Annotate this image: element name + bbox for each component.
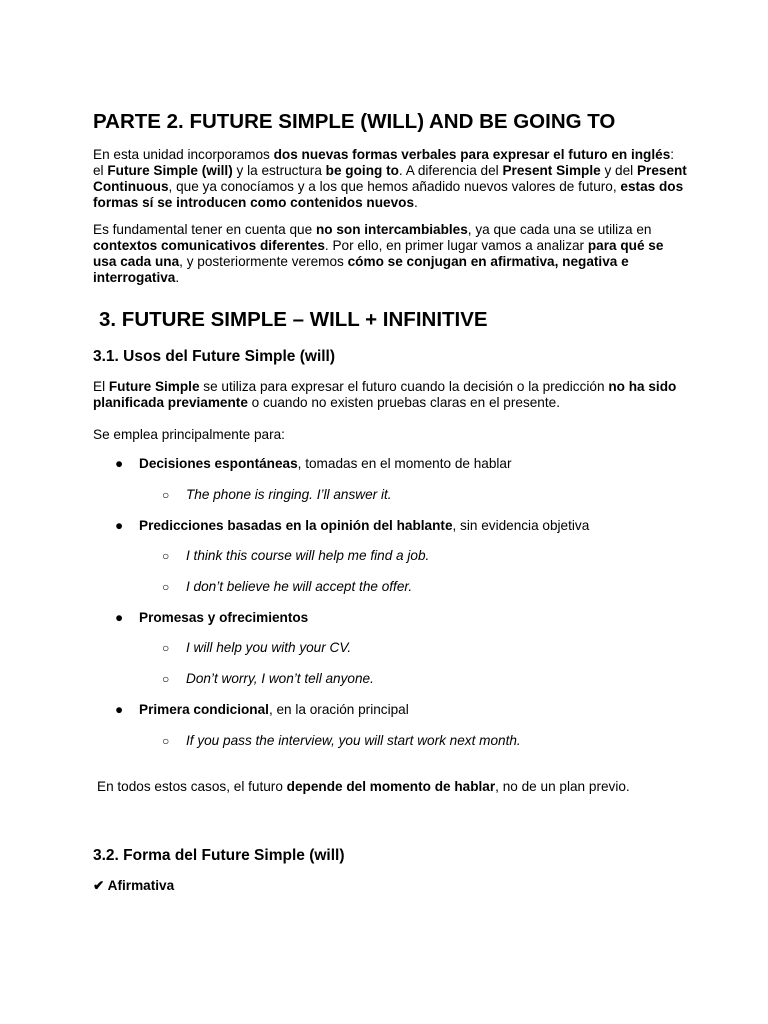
conclusion-line <box>97 779 691 795</box>
list-item-bold: Promesas y ofrecimientos <box>139 610 309 625</box>
circle-bullet-icon: ○ <box>162 488 170 502</box>
text-run: En esta unidad incorporamos <box>93 147 274 162</box>
text-run: Es fundamental tener en cuenta que <box>93 222 316 237</box>
bullet-icon: ● <box>115 702 124 717</box>
example-item <box>162 548 430 564</box>
list-item-text: , en la oración principal <box>268 702 409 717</box>
conclusion-bold: depende del momento de hablar <box>286 779 496 794</box>
affirmative-label: ✔ Afirmativa <box>93 878 175 893</box>
text-run: . A diferencia del <box>398 162 503 178</box>
bold-text: be going to <box>325 162 399 178</box>
intro-paragraph-1 <box>93 147 687 211</box>
circle-bullet-icon: ○ <box>162 549 170 563</box>
bold-text: para qué se usa cada una <box>93 237 664 269</box>
text-run: El <box>93 379 109 394</box>
text-run: y del <box>600 162 637 178</box>
subsection-3-1-title: 3.1. Usos del Future Simple (will) <box>93 348 336 365</box>
text-run: . Por ello, en primer lugar vamos a analizar <box>324 237 588 253</box>
bold-text: Present Continuous <box>93 162 687 194</box>
usage-intro-line: Se emplea principalmente para: <box>93 427 285 442</box>
text-run: . <box>175 269 180 285</box>
example-text: If you pass the interview, you will start work next month. <box>186 733 521 748</box>
conclusion-text: , no de un plan previo. <box>495 779 630 794</box>
example-item <box>162 487 392 503</box>
bold-text: contextos comunicativos diferentes <box>93 237 325 253</box>
example-text: Don’t worry, I won’t tell anyone. <box>186 671 374 686</box>
circle-bullet-icon: ○ <box>162 580 170 594</box>
list-item-bold: Decisiones espontáneas <box>139 456 298 471</box>
text-run: , ya que cada una se utiliza en <box>467 222 652 237</box>
text-run: o cuando no existen pruebas claras en el presente. <box>247 394 560 410</box>
circle-bullet-icon: ○ <box>162 672 170 686</box>
section-3-title: 3. FUTURE SIMPLE – WILL + INFINITIVE <box>99 308 488 331</box>
text-run: y la estructura <box>232 162 326 178</box>
example-text: I think this course will help me find a job. <box>186 548 430 563</box>
list-item-text: , sin evidencia objetiva <box>452 518 590 533</box>
intro-paragraph-2 <box>93 222 687 286</box>
text-run: , que ya conocíamos y a los que hemos añadido nuevos valores de futuro, <box>168 178 621 194</box>
page-title: PARTE 2. FUTURE SIMPLE (WILL) AND BE GOING TO <box>93 110 616 133</box>
text-run: . <box>414 194 418 210</box>
bold-text: no ha sido planificada previamente <box>93 379 677 410</box>
example-text: I will help you with your CV. <box>186 640 352 655</box>
conclusion-text: En todos estos casos, el futuro <box>97 779 287 794</box>
list-item <box>115 456 512 472</box>
list-item-bold: Primera condicional <box>139 702 269 717</box>
text-run: se utiliza para expresar el futuro cuando la decisión o la predicción <box>199 379 609 394</box>
bold-text: cómo se conjugan en afirmativa, negativa e interrogativa <box>93 253 629 285</box>
bold-text: Present Simple <box>502 162 601 178</box>
circle-bullet-icon: ○ <box>162 641 170 655</box>
list-item-text: , tomadas en el momento de hablar <box>297 456 512 471</box>
circle-bullet-icon: ○ <box>162 734 170 748</box>
example-text: I don’t believe he will accept the offer. <box>186 579 413 594</box>
bold-text: no son intercambiables <box>315 222 468 237</box>
list-item-bold: Predicciones basadas en la opinión del hablante <box>139 518 453 533</box>
bold-text: Future Simple (will) <box>107 162 233 178</box>
bullet-icon: ● <box>115 456 124 471</box>
example-item <box>162 733 521 749</box>
list-item <box>115 518 590 534</box>
text-run: , y posteriormente veremos <box>179 253 348 269</box>
list-item <box>115 702 409 718</box>
subsection-3-2-title: 3.2. Forma del Future Simple (will) <box>93 847 345 864</box>
bold-text: dos nuevas formas verbales para expresar el futuro en inglés <box>273 147 671 162</box>
example-item <box>162 640 352 656</box>
example-item <box>162 671 374 687</box>
text-run: : el <box>93 147 675 178</box>
bold-text: estas dos formas sí se introducen como contenidos nuevos <box>93 178 684 210</box>
example-text: The phone is ringing. I’ll answer it. <box>186 487 392 502</box>
list-item <box>115 610 309 626</box>
usage-paragraph <box>93 379 687 411</box>
bullet-icon: ● <box>115 610 124 625</box>
bold-text: Future Simple <box>108 379 200 394</box>
bullet-icon: ● <box>115 518 124 533</box>
example-item <box>162 579 413 595</box>
